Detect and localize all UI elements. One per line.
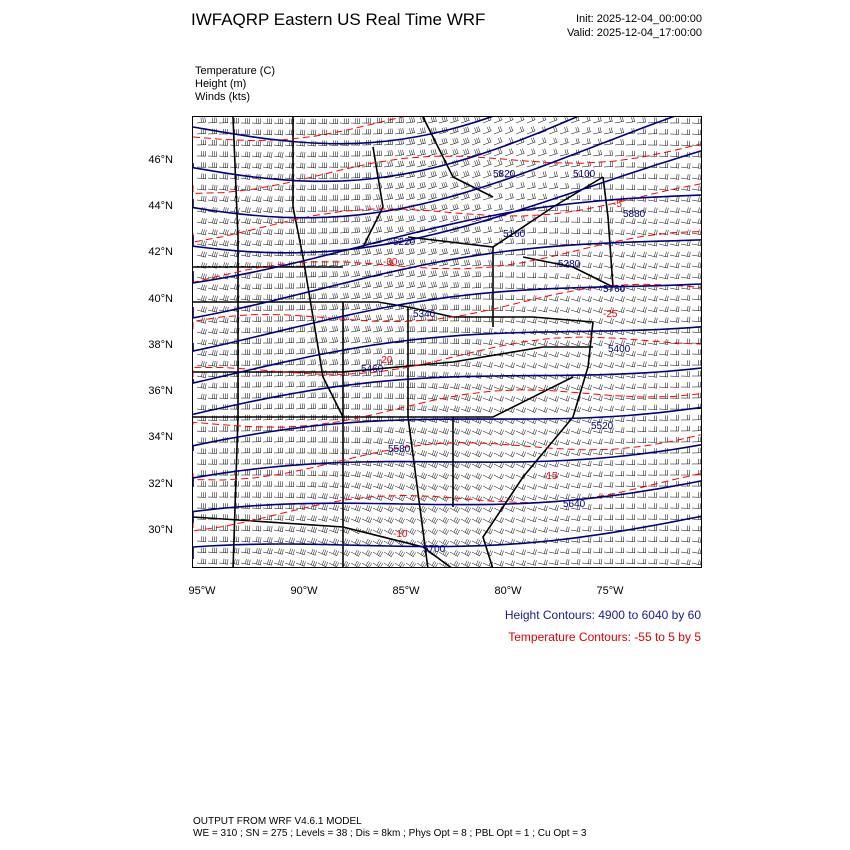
lat-label-34: 34°N [148, 431, 173, 443]
lat-label-32: 32°N [148, 478, 173, 490]
temperature-contour-info: Temperature Contours: -55 to 5 by 5 [508, 630, 701, 644]
height-contours [193, 117, 702, 559]
height-contour-label: 5280 [558, 259, 581, 270]
height-contour-label: 5640 [563, 499, 586, 510]
temperature-contour-label: -15 [543, 471, 558, 482]
model-output-line: OUTPUT FROM WRF V4.6.1 MODEL [193, 816, 362, 827]
temperature-contour [193, 117, 702, 141]
height-contour-label: 5820 [493, 169, 516, 180]
height-contour [193, 481, 702, 523]
temperature-contour-label: -25 [603, 309, 618, 320]
lon-label-80: 80°W [494, 585, 522, 597]
height-contour-label: 5160 [503, 229, 526, 240]
lon-label-85: 85°W [392, 585, 420, 597]
temperature-contour [193, 284, 702, 329]
border-line [408, 307, 428, 568]
height-contour-label: 5220 [393, 237, 416, 248]
wind-barbs [197, 117, 701, 568]
temperature-contour-label: -30 [383, 257, 398, 268]
init-time: Init: 2025-12-04_00:00:00 [576, 13, 702, 25]
lat-label-30: 30°N [148, 524, 173, 536]
lon-label-90: 90°W [290, 585, 318, 597]
height-contour [193, 117, 702, 181]
height-contour-label: 5700 [423, 544, 446, 555]
height-contour-label: 5580 [388, 444, 411, 455]
lat-label-36: 36°N [148, 385, 173, 397]
height-contour-label: 5520 [591, 421, 614, 432]
height-contour-label: 5340 [413, 309, 436, 320]
temperature-contour-label: -10 [393, 529, 408, 540]
lon-label-95: 95°W [188, 585, 216, 597]
height-contour-label: 5100 [573, 169, 596, 180]
temperature-contour-label: -5 [613, 199, 622, 210]
lat-label-42: 42°N [148, 246, 173, 258]
lat-label-38: 38°N [148, 339, 173, 351]
height-contour [193, 240, 702, 318]
border-line [193, 377, 573, 417]
height-contour-info: Height Contours: 4900 to 6040 by 60 [504, 608, 701, 622]
weather-map [192, 116, 702, 568]
temperature-contour [193, 143, 702, 193]
model-config-line: WE = 310 ; SN = 275 ; Levels = 38 ; Dis = 8km ; Phys Opt = 8 ; PBL Opt = 1 ; Cu Opt = 3 [193, 828, 587, 839]
lat-label-46: 46°N [148, 154, 173, 166]
temperature-contour-label: -20 [378, 355, 393, 366]
lat-label-40: 40°N [148, 293, 173, 305]
valid-time: Valid: 2025-12-04_17:00:00 [567, 27, 702, 39]
height-contour-label: 5880 [623, 209, 646, 220]
variable-height: Height (m) [195, 78, 247, 90]
height-contour-label: 5460 [361, 364, 384, 375]
lat-label-44: 44°N [148, 200, 173, 212]
border-line [603, 177, 613, 287]
height-contour-label: 5760 [603, 284, 626, 295]
variable-winds: Winds (kts) [195, 91, 250, 103]
variable-temperature: Temperature (C) [195, 65, 276, 77]
lon-label-75: 75°W [596, 585, 624, 597]
map-title: IWFAQRP Eastern US Real Time WRF [191, 10, 486, 29]
height-contour-label: 5400 [608, 344, 631, 355]
wind-barb-field [197, 117, 701, 568]
